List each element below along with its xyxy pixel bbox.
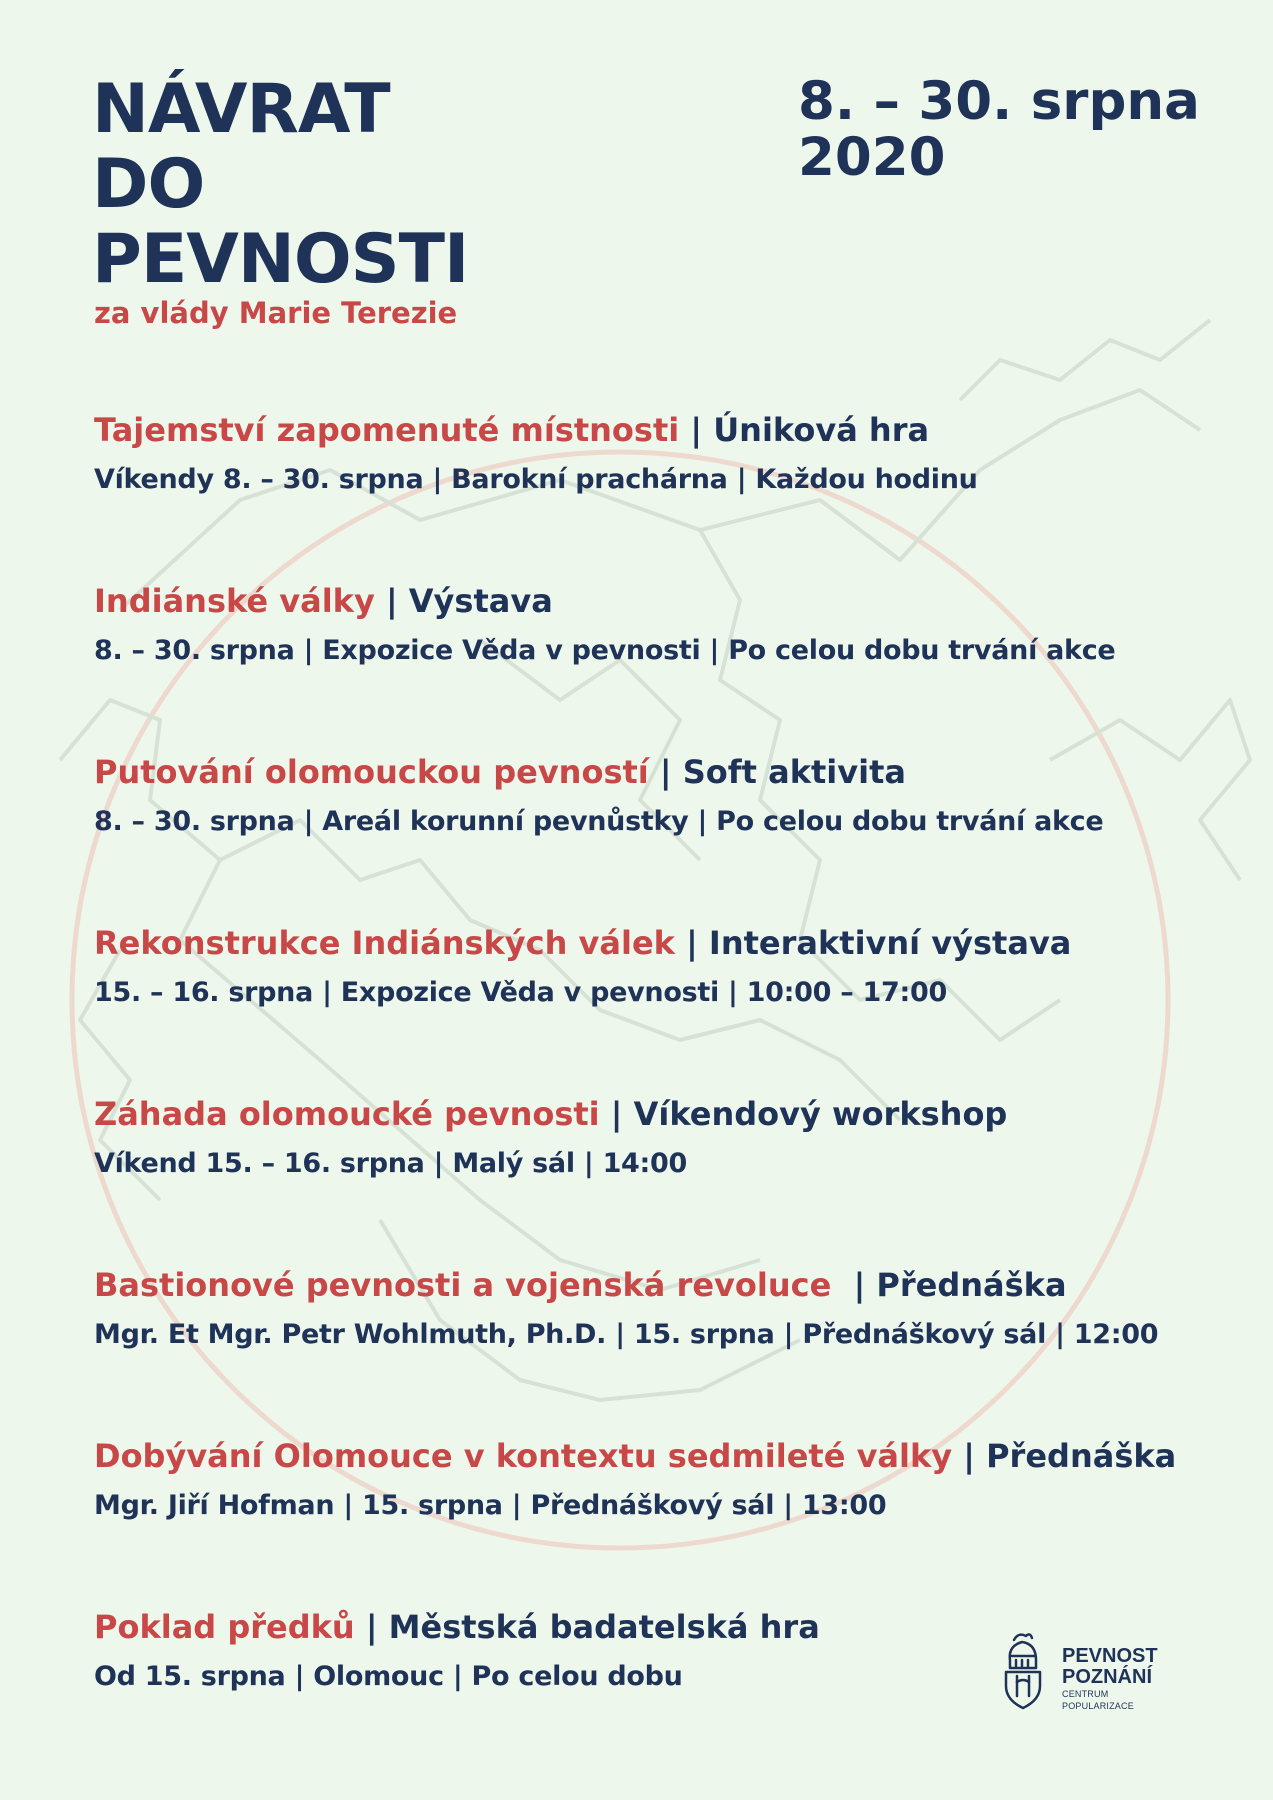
event-item (94, 1263, 1254, 1434)
event-details: 15. – 16. srpna | Expozice Věda v pevnosti | 10:00 – 17:00 (94, 977, 947, 1008)
event-separator: | (374, 582, 409, 620)
event-item (94, 921, 1254, 1092)
event-title (94, 921, 1254, 965)
logo-line-1: PEVNOST (1062, 1645, 1158, 1667)
event-name: Rekonstrukce Indiánských válek (94, 924, 675, 962)
event-name: Bastionové pevnosti a vojenská revoluce (94, 1266, 832, 1304)
event-name: Tajemství zapomenuté místnosti (94, 411, 680, 449)
poster-subtitle: za vlády Marie Terezie (94, 296, 458, 330)
event-dates (798, 71, 1200, 188)
event-details: 8. – 30. srpna | Areál korunní pevnůstky | Po celou dobu trvání akce (94, 806, 1104, 837)
event-title (94, 408, 1254, 452)
poster-title (92, 72, 468, 297)
event-type: Interaktivní výstava (708, 924, 1072, 962)
event-name: Záhada olomoucké pevnosti (94, 1095, 600, 1133)
event-separator: | (648, 753, 683, 791)
event-name: Dobývání Olomouce v kontextu sedmileté války (94, 1437, 953, 1475)
title-line-3: PEVNOSTI (92, 220, 469, 299)
event-title (94, 579, 1254, 623)
event-item (94, 408, 1254, 579)
events-list (94, 408, 1254, 1776)
event-item (94, 1434, 1254, 1605)
event-name: Poklad předků (94, 1608, 355, 1646)
dates-line-2: 2020 (798, 127, 946, 188)
logo-line-2: POZNÁNÍ (1062, 1666, 1152, 1688)
event-item (94, 579, 1254, 750)
event-separator: | (831, 1266, 877, 1304)
event-type: Víkendový workshop (633, 1095, 1008, 1133)
event-name: Putování olomouckou pevností (94, 753, 649, 791)
event-details: Od 15. srpna | Olomouc | Po celou dobu (94, 1661, 683, 1692)
event-details: Mgr. Et Mgr. Petr Wohlmuth, Ph.D. | 15. srpna | Přednáškový sál | 12:00 (94, 1319, 1159, 1350)
event-details: 8. – 30. srpna | Expozice Věda v pevnosti | Po celou dobu trvání akce (94, 635, 1116, 666)
knight-helmet-shield-icon (1000, 1630, 1046, 1710)
event-separator: | (952, 1437, 987, 1475)
event-title (94, 1263, 1254, 1307)
event-separator: | (674, 924, 709, 962)
event-item (94, 750, 1254, 921)
event-type: Úniková hra (713, 411, 930, 449)
event-separator: | (599, 1095, 634, 1133)
event-type: Přednáška (986, 1437, 1177, 1475)
event-details: Mgr. Jiří Hofman | 15. srpna | Přednáškový sál | 13:00 (94, 1490, 887, 1521)
event-separator: | (354, 1608, 389, 1646)
pevnost-poznani-logo (1000, 1630, 1180, 1710)
event-details: Víkendy 8. – 30. srpna | Barokní prachárna | Každou hodinu (94, 464, 978, 495)
logo-line-3: CENTRUM POPULARIZACE (1062, 1689, 1134, 1711)
event-separator: | (679, 411, 714, 449)
title-line-2: DO (92, 145, 205, 224)
event-title (94, 1092, 1254, 1136)
event-item (94, 1092, 1254, 1263)
event-details: Víkend 15. – 16. srpna | Malý sál | 14:00 (94, 1148, 688, 1179)
title-line-1: NÁVRAT (92, 70, 390, 149)
event-type: Soft aktivita (682, 753, 906, 791)
event-type: Městská badatelská hra (388, 1608, 820, 1646)
event-type: Přednáška (876, 1266, 1067, 1304)
event-title (94, 750, 1254, 794)
logo-text (1062, 1646, 1180, 1712)
event-name: Indiánské války (94, 582, 375, 620)
event-title (94, 1434, 1254, 1478)
event-type: Výstava (408, 582, 553, 620)
dates-line-1: 8. – 30. srpna (798, 71, 1200, 132)
